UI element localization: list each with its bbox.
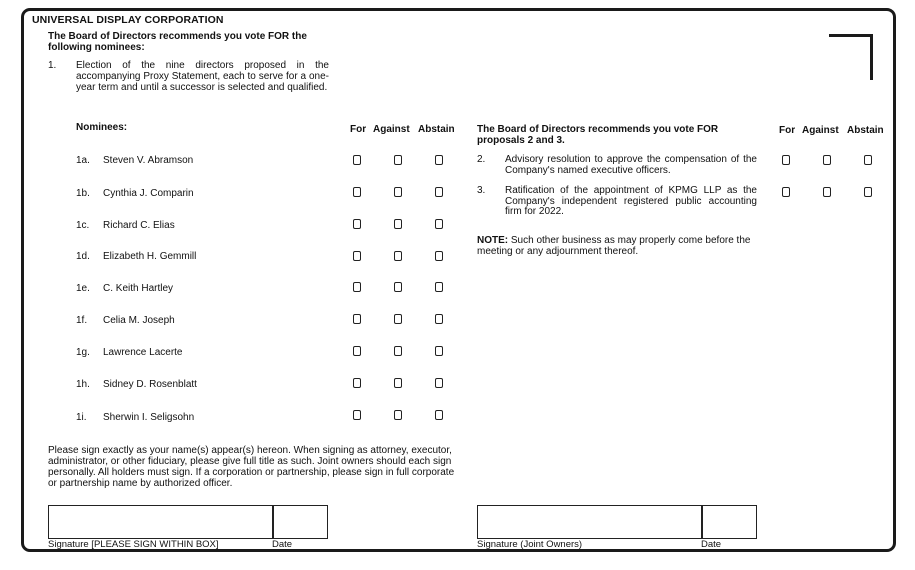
nominee-1h-abstain-checkbox[interactable] bbox=[435, 378, 443, 388]
nominee-number: 1b. bbox=[76, 188, 90, 199]
proposal-number: 2. bbox=[477, 154, 486, 165]
nominee-1h-for-checkbox[interactable] bbox=[353, 378, 361, 388]
signature-label: Signature [PLEASE SIGN WITHIN BOX] bbox=[48, 539, 219, 550]
nominee-row bbox=[76, 379, 316, 391]
nominee-name: Cynthia J. Comparin bbox=[103, 188, 194, 199]
nominee-1a-against-checkbox[interactable] bbox=[394, 155, 402, 165]
nominee-1f-for-checkbox[interactable] bbox=[353, 314, 361, 324]
proposal-3-for-checkbox[interactable] bbox=[782, 187, 790, 197]
nominee-1a-for-checkbox[interactable] bbox=[353, 155, 361, 165]
nominee-number: 1a. bbox=[76, 155, 90, 166]
nominee-1c-for-checkbox[interactable] bbox=[353, 219, 361, 229]
nominee-1d-for-checkbox[interactable] bbox=[353, 251, 361, 261]
against-header: Against bbox=[802, 125, 839, 136]
proposal-text: Advisory resolution to approve the compensation of the Company's named executive officers. bbox=[505, 154, 757, 176]
nominee-row bbox=[76, 220, 316, 232]
nominee-number: 1c. bbox=[76, 220, 90, 231]
note-text bbox=[477, 236, 762, 257]
nominee-name: Elizabeth H. Gemmill bbox=[103, 251, 197, 262]
nominee-row bbox=[76, 188, 316, 200]
nominee-1c-against-checkbox[interactable] bbox=[394, 219, 402, 229]
nominee-row bbox=[76, 283, 316, 295]
proposal-3-abstain-checkbox[interactable] bbox=[864, 187, 872, 197]
signature-date-box[interactable] bbox=[272, 505, 328, 539]
nominee-1g-for-checkbox[interactable] bbox=[353, 346, 361, 356]
note-body: Such other business as may properly come before the meeting or any adjournment thereof. bbox=[477, 235, 751, 257]
nominee-number: 1f. bbox=[76, 315, 88, 326]
for-header: For bbox=[779, 125, 796, 136]
nominee-number: 1d. bbox=[76, 251, 90, 262]
nominee-1i-for-checkbox[interactable] bbox=[353, 410, 361, 420]
against-header: Against bbox=[373, 124, 410, 135]
joint-signature-box[interactable] bbox=[477, 505, 703, 539]
nominee-number: 1h. bbox=[76, 379, 90, 390]
proposal-2-against-checkbox[interactable] bbox=[823, 155, 831, 165]
joint-date-box[interactable] bbox=[701, 505, 757, 539]
nominee-row bbox=[76, 251, 316, 263]
note-label: NOTE: bbox=[477, 235, 509, 246]
proposal-number: 3. bbox=[477, 185, 486, 196]
proposal-2-for-checkbox[interactable] bbox=[782, 155, 790, 165]
nominee-name: Sidney D. Rosenblatt bbox=[103, 379, 197, 390]
proposal-1-text: Election of the nine directors proposed in the accompanying Proxy Statement, each to serve for a one-year term and until a successor is selected and qualified. bbox=[76, 60, 329, 93]
nominees-header: Nominees: bbox=[76, 122, 128, 133]
nominee-1e-abstain-checkbox[interactable] bbox=[435, 282, 443, 292]
company-name: UNIVERSAL DISPLAY CORPORATION bbox=[32, 14, 224, 26]
proposal-2 bbox=[477, 155, 759, 177]
nominee-name: Lawrence Lacerte bbox=[103, 347, 183, 358]
corner-mark-vertical bbox=[870, 34, 873, 80]
nominee-1e-against-checkbox[interactable] bbox=[394, 282, 402, 292]
nominee-row bbox=[76, 412, 316, 424]
nominee-1g-against-checkbox[interactable] bbox=[394, 346, 402, 356]
nominee-name: Richard C. Elias bbox=[103, 220, 175, 231]
nominee-1g-abstain-checkbox[interactable] bbox=[435, 346, 443, 356]
nominee-1a-abstain-checkbox[interactable] bbox=[435, 155, 443, 165]
proposal-3-against-checkbox[interactable] bbox=[823, 187, 831, 197]
nominee-row bbox=[76, 155, 316, 167]
signature-date-label: Date bbox=[272, 539, 293, 550]
joint-signature-label: Signature (Joint Owners) bbox=[477, 539, 583, 550]
nominee-number: 1i. bbox=[76, 412, 87, 423]
nominee-number: 1e. bbox=[76, 283, 90, 294]
nominee-1i-against-checkbox[interactable] bbox=[394, 410, 402, 420]
board-recommendation-proposals: The Board of Directors recommends you vote FOR proposals 2 and 3. bbox=[477, 124, 719, 146]
sign-instructions: Please sign exactly as your name(s) appear(s) hereon. When signing as attorney, executor, administrator, or other fiduciary, please give full title as such. Joint owners should each sign personally. All holders must sign. If a corporation or partnership, please sign in full corporate or partnership name by authorized officer. bbox=[48, 445, 455, 489]
proposal-2-abstain-checkbox[interactable] bbox=[864, 155, 872, 165]
signature-box[interactable] bbox=[48, 505, 274, 539]
nominee-1b-for-checkbox[interactable] bbox=[353, 187, 361, 197]
abstain-header: Abstain bbox=[847, 125, 884, 136]
proposal-text: Ratification of the appointment of KPMG LLP as the Company's independent registered public accounting firm for 2022. bbox=[505, 185, 757, 217]
nominee-1d-against-checkbox[interactable] bbox=[394, 251, 402, 261]
proposal-3 bbox=[477, 186, 759, 219]
for-header: For bbox=[350, 124, 367, 135]
nominee-1f-against-checkbox[interactable] bbox=[394, 314, 402, 324]
nominee-row bbox=[76, 315, 316, 327]
nominee-name: Celia M. Joseph bbox=[103, 315, 175, 326]
nominee-name: Steven V. Abramson bbox=[103, 155, 194, 166]
nominee-row bbox=[76, 347, 316, 359]
nominee-name: C. Keith Hartley bbox=[103, 283, 174, 294]
nominee-number: 1g. bbox=[76, 347, 90, 358]
nominee-1e-for-checkbox[interactable] bbox=[353, 282, 361, 292]
proposal-1-number: 1. bbox=[48, 60, 57, 71]
nominee-1b-abstain-checkbox[interactable] bbox=[435, 187, 443, 197]
corner-mark bbox=[829, 34, 873, 37]
joint-date-label: Date bbox=[701, 539, 722, 550]
nominee-name: Sherwin I. Seligsohn bbox=[103, 412, 195, 423]
nominee-1i-abstain-checkbox[interactable] bbox=[435, 410, 443, 420]
nominee-1h-against-checkbox[interactable] bbox=[394, 378, 402, 388]
nominee-1d-abstain-checkbox[interactable] bbox=[435, 251, 443, 261]
board-recommendation-nominees: The Board of Directors recommends you vote FOR the following nominees: bbox=[48, 31, 307, 53]
abstain-header: Abstain bbox=[418, 124, 455, 135]
nominee-1c-abstain-checkbox[interactable] bbox=[435, 219, 443, 229]
nominee-1f-abstain-checkbox[interactable] bbox=[435, 314, 443, 324]
nominee-1b-against-checkbox[interactable] bbox=[394, 187, 402, 197]
